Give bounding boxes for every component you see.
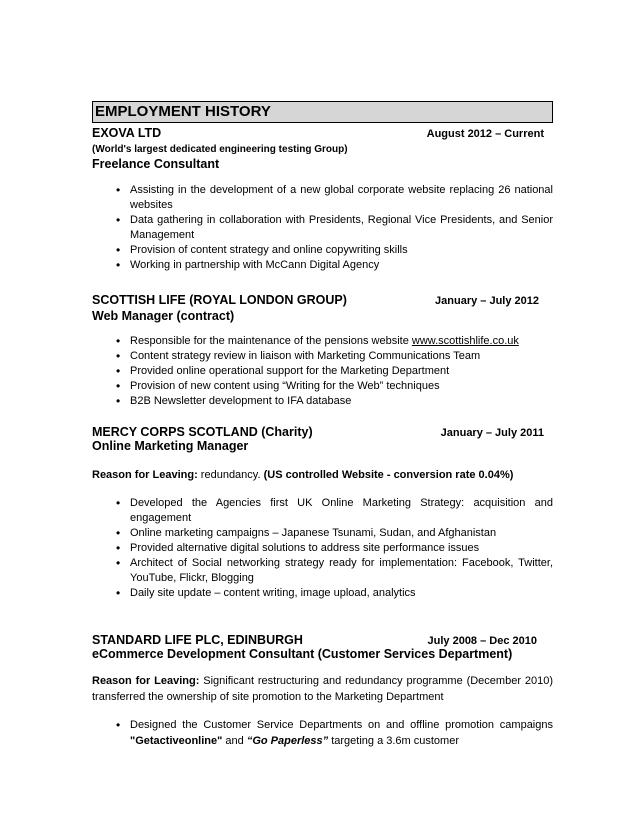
- job-dates: July 2008 – Dec 2010: [427, 635, 537, 647]
- list-item: • Daily site update – content writing, image upload, analytics: [130, 586, 553, 601]
- duties-list: [92, 183, 553, 273]
- job-standard-life: [92, 633, 553, 749]
- list-item: • Assisting in the development of a new global corporate website replacing 26 national websites: [130, 183, 553, 213]
- section-heading: EMPLOYMENT HISTORY: [92, 101, 553, 123]
- job-title: Freelance Consultant: [92, 157, 220, 171]
- list-item: • Developed the Agencies first UK Online Marketing Strategy: acquisition and engagement: [130, 496, 553, 526]
- company-name: SCOTTISH LIFE (ROYAL LONDON GROUP): [92, 293, 347, 307]
- list-item: • Designed the Customer Service Departments on and offline promotion campaigns "Getactiveonline" and “Go Paperless” targeting a 3.6m customer: [130, 717, 553, 749]
- job-mercy-corps: [92, 425, 553, 601]
- duties-list: [92, 334, 553, 409]
- reason-for-leaving: Reason for Leaving: Significant restructuring and redundancy programme (December 2010) transferred the ownership of site promotion to the Marketing Department: [92, 675, 553, 703]
- reason-for-leaving: Reason for Leaving: redundancy. (US controlled Website - conversion rate 0.04%): [92, 469, 514, 481]
- list-item: • Provided alternative digital solutions to address site performance issues: [130, 541, 553, 556]
- list-item: • Working in partnership with McCann Digital Agency: [130, 258, 553, 273]
- job-dates: August 2012 – Current: [426, 128, 544, 140]
- duties-list: [92, 717, 553, 749]
- list-item: • Online marketing campaigns – Japanese Tsunami, Sudan, and Afghanistan: [130, 526, 553, 541]
- job-exova: [92, 126, 553, 273]
- list-item: • Content strategy review in liaison with Marketing Communications Team: [130, 349, 553, 364]
- list-item: • B2B Newsletter development to IFA database: [130, 394, 553, 409]
- company-name: EXOVA LTD: [92, 126, 162, 140]
- job-dates: January – July 2011: [440, 427, 544, 439]
- list-item: • Architect of Social networking strategy ready for implementation: Facebook, Twitter, YouTube, Flickr, Blogging: [130, 556, 553, 586]
- list-item: • Provision of new content using “Writing for the Web” techniques: [130, 379, 553, 394]
- job-scottish-life: [92, 293, 553, 409]
- list-item: • Data gathering in collaboration with Presidents, Regional Vice Presidents, and Senior Management: [130, 213, 553, 243]
- company-description: (World's largest dedicated engineering testing Group): [92, 144, 348, 155]
- company-name: STANDARD LIFE PLC, EDINBURGH: [92, 633, 303, 647]
- list-item: • Provided online operational support for the Marketing Department: [130, 364, 553, 379]
- job-dates: January – July 2012: [435, 295, 539, 307]
- job-title: Online Marketing Manager: [92, 439, 249, 453]
- resume-page: [92, 101, 553, 749]
- job-title: Web Manager (contract): [92, 309, 235, 323]
- duties-list: [92, 496, 553, 601]
- website-link[interactable]: www.scottishlife.co.uk: [411, 335, 519, 347]
- company-name: MERCY CORPS SCOTLAND (Charity): [92, 425, 313, 439]
- job-title: eCommerce Development Consultant (Customer Services Department): [92, 647, 513, 661]
- list-item: • Responsible for the maintenance of the pensions website www.scottishlife.co.uk: [130, 334, 553, 349]
- list-item: • Provision of content strategy and online copywriting skills: [130, 243, 553, 258]
